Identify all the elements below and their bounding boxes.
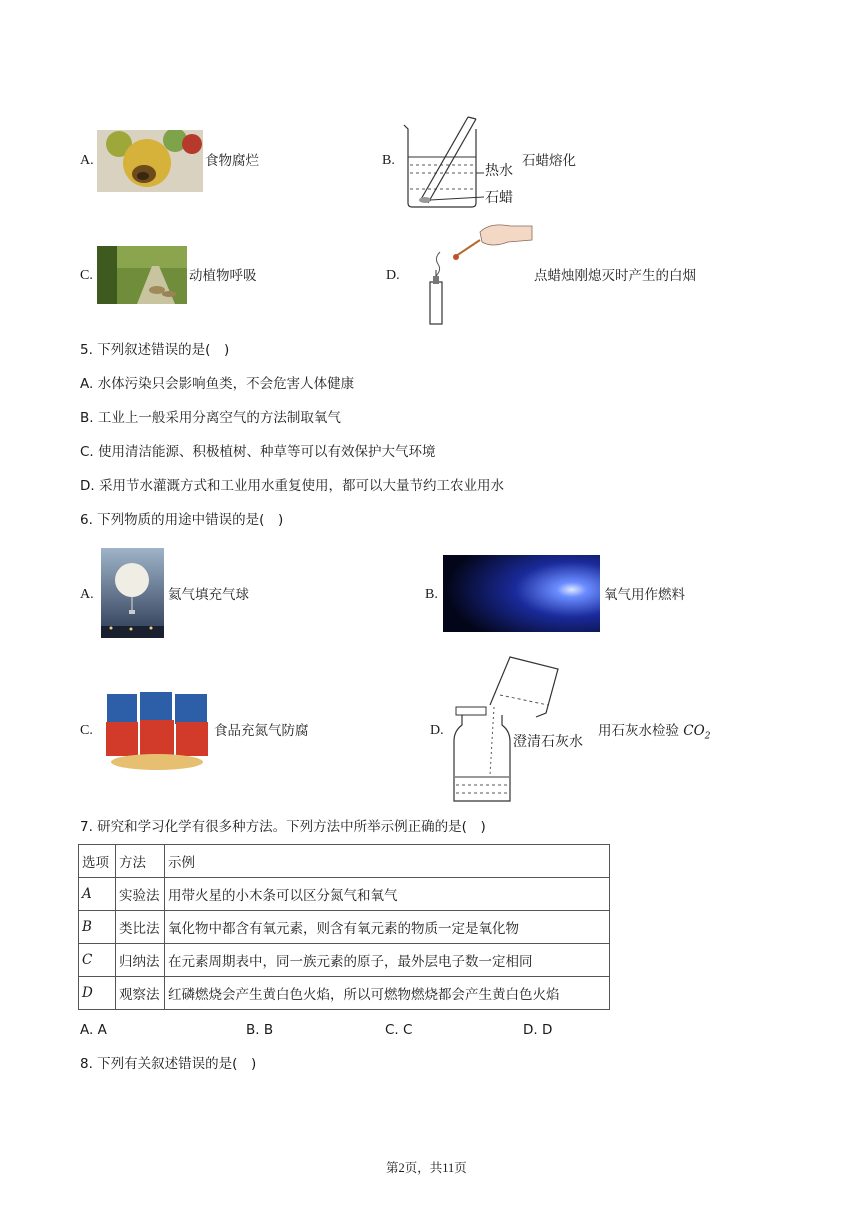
q4-option-a-caption: 食物腐烂 bbox=[205, 153, 259, 169]
blue-flame-image bbox=[443, 555, 600, 632]
q5-option-a: A. 水体污染只会影响鱼类，不会危害人体健康 bbox=[80, 376, 355, 392]
q6-option-c-caption: 食品充氮气防腐 bbox=[214, 723, 309, 739]
table-row bbox=[79, 911, 610, 944]
row-method: 类比法 bbox=[116, 911, 165, 944]
q4-option-c-letter: C. bbox=[80, 268, 93, 283]
row-method: 归纳法 bbox=[116, 944, 165, 977]
q6-option-d-caption: 用石灰水检验 $CO_2$ bbox=[598, 723, 711, 742]
q5-option-c: C. 使用清洁能源、积极植树、种草等可以有效保护大气环境 bbox=[80, 444, 436, 460]
wax-label: 石蜡 bbox=[485, 190, 513, 206]
q7-stem: 7. 研究和学习化学有很多种方法。下列方法中所举示例正确的是( ) bbox=[80, 819, 486, 835]
row-example: 在元素周期表中，同一族元素的原子，最外层电子数一定相同 bbox=[165, 944, 610, 977]
q8-stem: 8. 下列有关叙述错误的是( ) bbox=[80, 1056, 257, 1072]
q6-option-c-letter: C. bbox=[80, 723, 93, 738]
q6-option-a-letter: A. bbox=[80, 587, 94, 602]
q5-stem: 5. 下列叙述错误的是( ) bbox=[80, 342, 230, 358]
snack-bags-image bbox=[104, 690, 210, 770]
row-option: B bbox=[79, 911, 116, 944]
q4-option-b-caption: 石蜡熔化 bbox=[522, 153, 576, 169]
row-example: 红磷燃烧会产生黄白色火焰，所以可燃物燃烧都会产生黄白色火焰 bbox=[165, 977, 610, 1010]
q7-methods-table bbox=[78, 844, 610, 1010]
row-option: D bbox=[79, 977, 116, 1010]
q5-option-b: B. 工业上一般采用分离空气的方法制取氧气 bbox=[80, 410, 341, 426]
table-row bbox=[79, 977, 610, 1010]
q4-option-c-caption: 动植物呼吸 bbox=[189, 268, 257, 284]
q6-option-d-letter: D. bbox=[430, 723, 444, 738]
q6-option-b-letter: B. bbox=[425, 587, 438, 602]
q6-option-b-caption: 氧气用作燃料 bbox=[604, 587, 685, 603]
q4-option-b-letter: B. bbox=[382, 153, 395, 168]
header-option: 选项 bbox=[79, 845, 116, 878]
row-option: A bbox=[79, 878, 116, 911]
limewater-test-diagram bbox=[450, 655, 565, 805]
q6-option-a-caption: 氦气填充气球 bbox=[168, 587, 249, 603]
q7-answer-c: C. C bbox=[385, 1022, 413, 1038]
balloon-image bbox=[101, 548, 164, 638]
forest-animals-image bbox=[97, 246, 187, 304]
candle-smoke-diagram bbox=[420, 220, 535, 326]
table-row bbox=[79, 878, 610, 911]
table-header-row bbox=[79, 845, 610, 878]
row-method: 观察法 bbox=[116, 977, 165, 1010]
q4-option-d-letter: D. bbox=[386, 268, 400, 283]
table-row bbox=[79, 944, 610, 977]
row-option: C bbox=[79, 944, 116, 977]
q5-option-d: D. 采用节水灌溉方式和工业用水重复使用，都可以大量节约工农业用水 bbox=[80, 478, 504, 494]
q4-option-d-caption: 点蜡烛刚熄灭时产生的白烟 bbox=[534, 268, 696, 284]
row-example: 氧化物中都含有氧元素，则含有氧元素的物质一定是氧化物 bbox=[165, 911, 610, 944]
row-method: 实验法 bbox=[116, 878, 165, 911]
header-example: 示例 bbox=[165, 845, 610, 878]
q7-answer-d: D. D bbox=[523, 1022, 553, 1038]
row-example: 用带火星的小木条可以区分氮气和氧气 bbox=[165, 878, 610, 911]
q6-stem: 6. 下列物质的用途中错误的是( ) bbox=[80, 512, 284, 528]
hot-water-label: 热水 bbox=[485, 163, 513, 179]
q4-option-a-letter: A. bbox=[80, 153, 94, 168]
q7-answer-b: B. B bbox=[246, 1022, 274, 1038]
limewater-label: 澄清石灰水 bbox=[513, 734, 583, 750]
header-method: 方法 bbox=[116, 845, 165, 878]
page-footer: 第2页，共11页 bbox=[386, 1161, 467, 1175]
rotting-fruit-image bbox=[97, 130, 203, 192]
q7-answer-a: A. A bbox=[80, 1022, 107, 1038]
